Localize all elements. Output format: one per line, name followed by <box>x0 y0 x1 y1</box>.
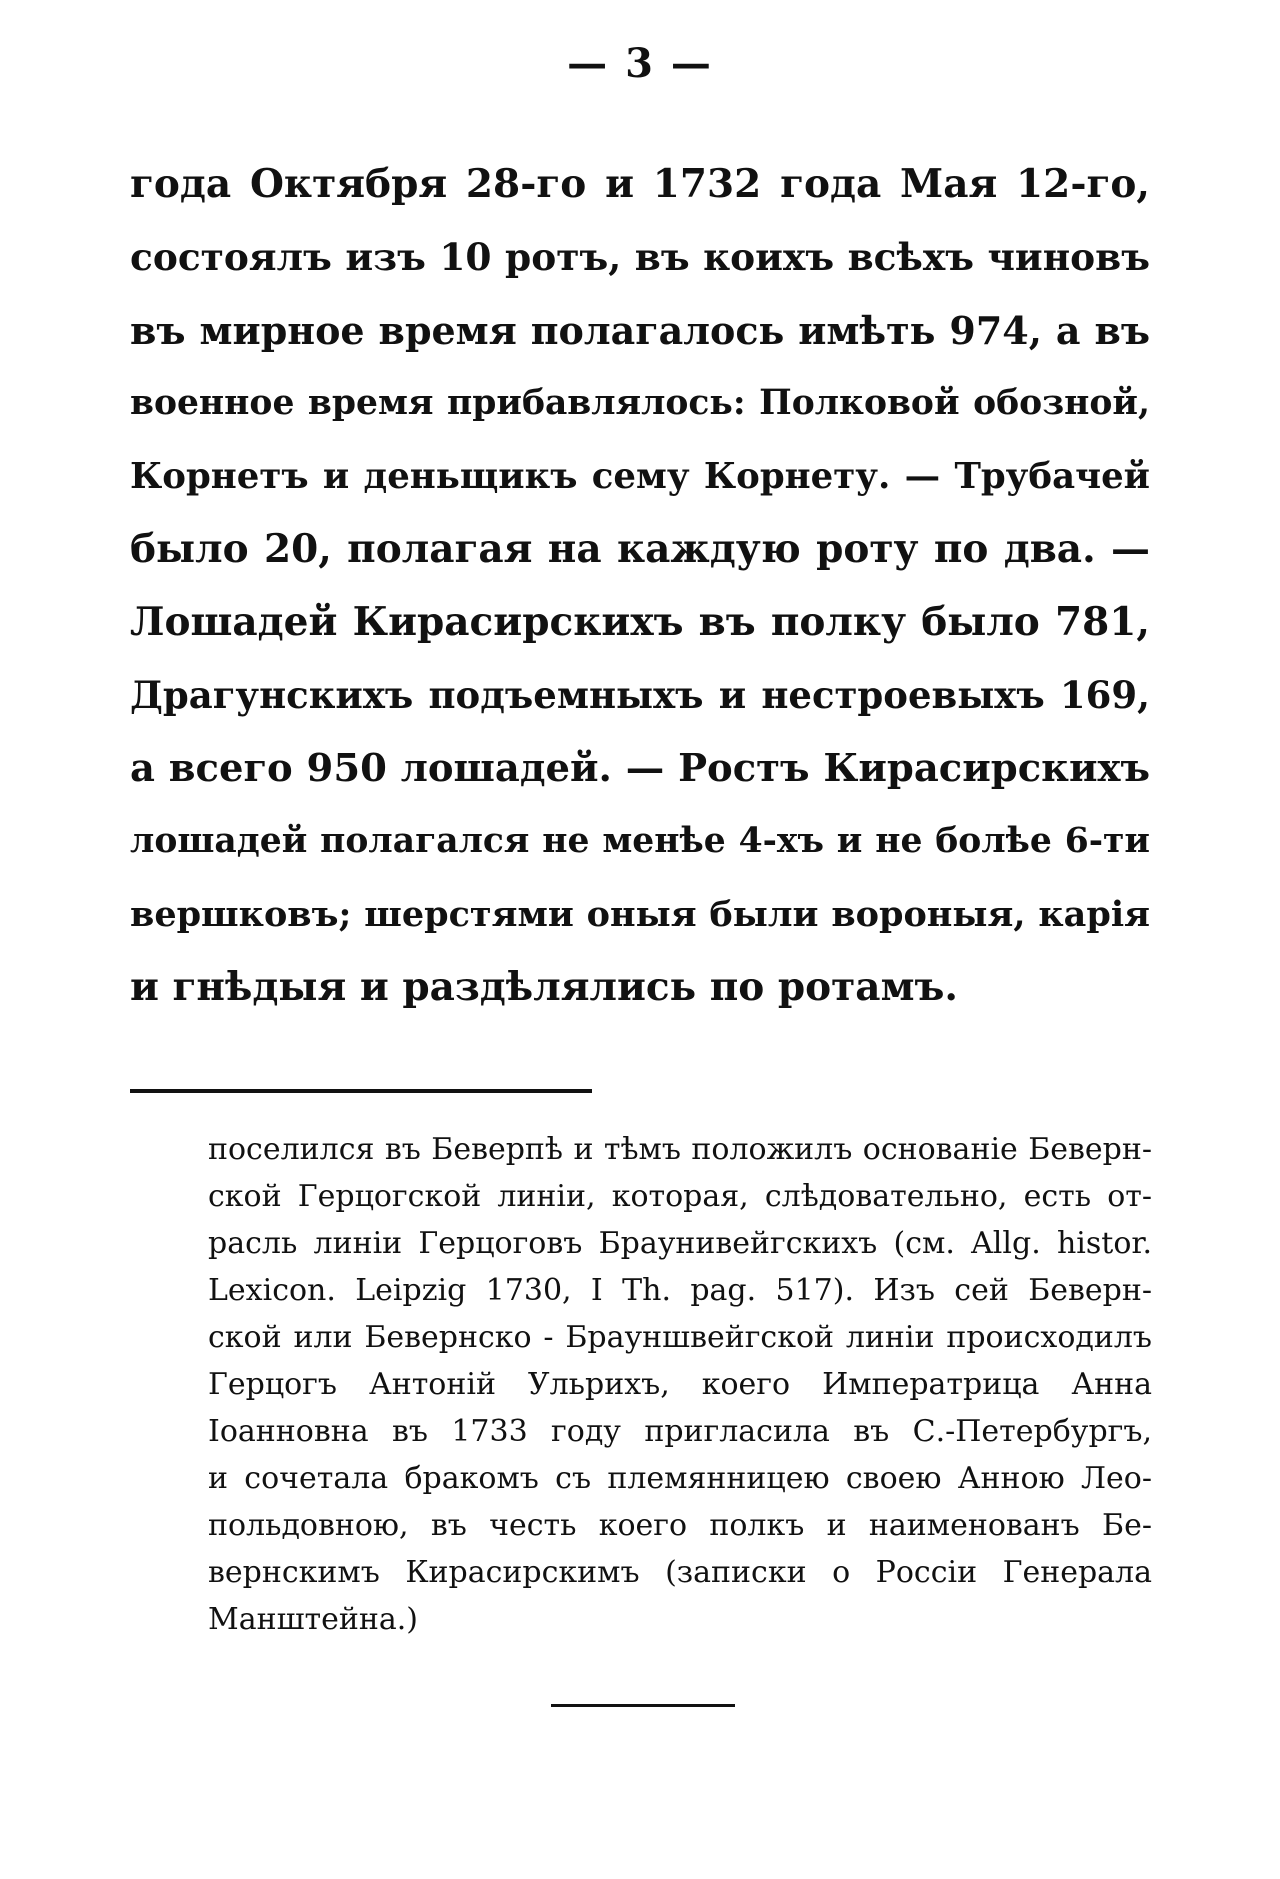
text-line: вершковъ; шерстями оныя были вороныя, карія <box>130 894 1150 935</box>
footnote-line: поселился въ Беверпѣ и тѣмъ положилъ основаніе Беверн- <box>208 1132 1152 1167</box>
text-line: а всего 950 лошадей. — Ростъ Кирасирскихъ <box>130 746 1150 791</box>
footnote-line: и сочетала бракомъ съ племянницею своею Анною Лео- <box>208 1461 1152 1496</box>
text-line: Драгунскихъ подъемныхъ и нестроевыхъ 169, <box>130 673 1150 717</box>
text-line: лошадей полагался не менѣе 4-хъ и не болѣе 6-ти <box>130 821 1150 861</box>
footnote-line: Герцогъ Антоній Ульрихъ, коего Императрица Анна <box>208 1367 1152 1402</box>
text-line: было 20, полагая на каждую роту по два. — <box>130 526 1150 572</box>
footnote-line: вернскимъ Кирасирскимъ (записки о Россіи Генерала <box>208 1555 1152 1590</box>
footnote-line: ской Герцогской линіи, которая, слѣдовательно, есть от- <box>208 1179 1152 1214</box>
text-line: Лошадей Кирасирскихъ въ полку было 781, <box>130 599 1150 645</box>
footnote <box>208 1126 1152 1643</box>
text-line: военное время прибавлялось: Полковой обозной, <box>130 383 1150 423</box>
main-text <box>130 148 1150 1024</box>
end-divider <box>551 1704 735 1707</box>
footnote-line: расль линіи Герцоговъ Браунивейгскихъ (см. Allg. histor. <box>208 1226 1152 1261</box>
text-line: состоялъ изъ 10 ротъ, въ коихъ всѣхъ чиновъ <box>130 235 1150 279</box>
footnote-line: Іоанновна въ 1733 году пригласила въ С.-Петербургъ, <box>208 1414 1152 1449</box>
text-line: и гнѣдыя и раздѣлялись по ротамъ. <box>130 964 958 1010</box>
text-line: въ мирное время полагалось имѣть 974, а въ <box>130 308 1150 353</box>
page-number: — 3 — <box>567 40 713 87</box>
text-line: года Октября 28-го и 1732 года Мая 12-го, <box>130 161 1150 207</box>
footnote-line: Манштейна.) <box>208 1602 418 1637</box>
text-line: Корнетъ и деньщикъ сему Корнету. — Трубачей <box>130 456 1150 497</box>
footnote-line: польдовною, въ честь коего полкъ и наименованъ Бе- <box>208 1508 1152 1543</box>
footnote-divider <box>130 1089 592 1093</box>
footnote-line: Lexicon. Leipzig 1730, I Th. pag. 517). Изъ сей Беверн- <box>208 1273 1152 1308</box>
footnote-line: ской или Бевернско - Брауншвейгской линіи происходилъ <box>208 1320 1152 1355</box>
